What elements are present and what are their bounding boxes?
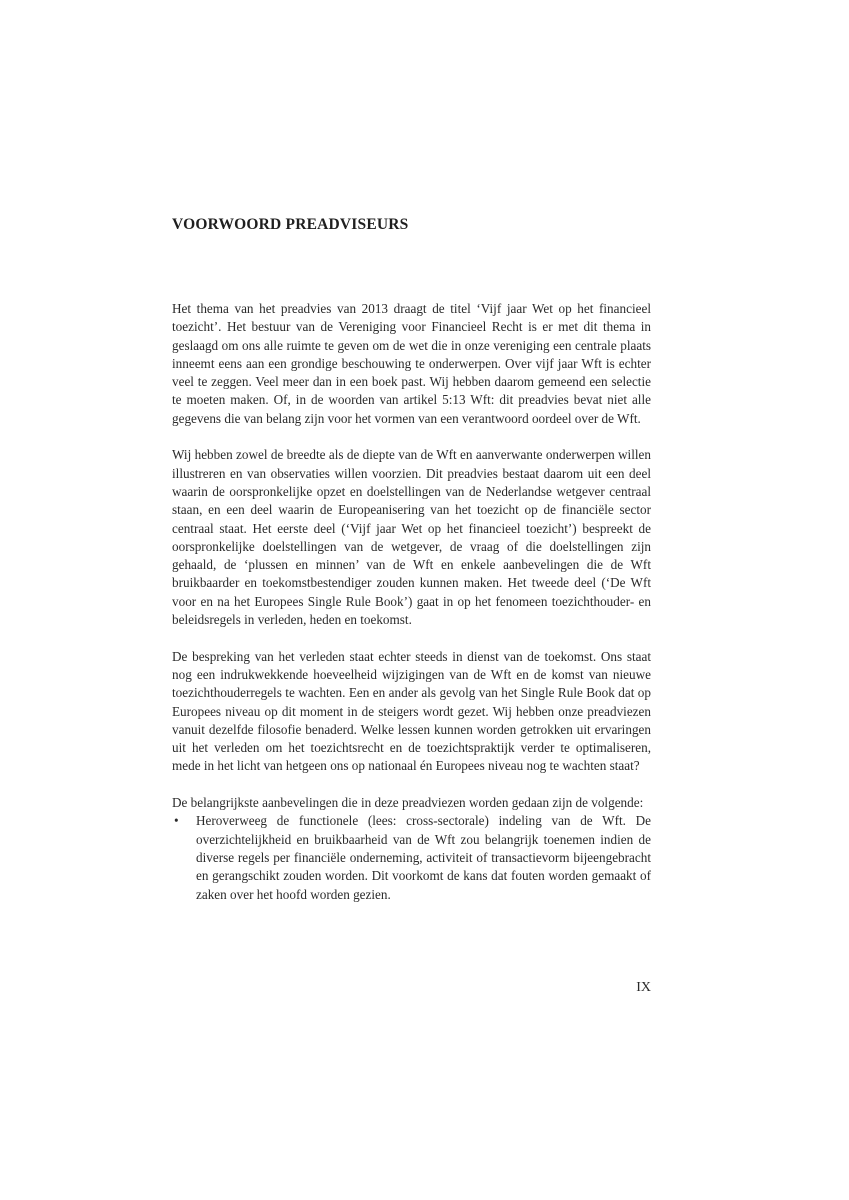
page-number: IX bbox=[636, 980, 651, 995]
page-title: VOORWOORD PREADVISEURS bbox=[172, 216, 409, 233]
paragraph-1: Het thema van het preadvies van 2013 draagt de titel ‘Vijf jaar Wet op het financieel toezicht’. Het bestuur van de Vereniging voor Financieel Recht is er met dit thema in geslaagd om ons alle ruimte te geven om de wet die in onze vereniging een centrale plaats inneemt eens aan een grondige beschouwing te onderwerpen. Over vijf jaar Wft is echter veel te zeggen. Veel meer dan in een boek past. Wij hebben daarom gemeend een selectie te moeten maken. Of, in de woorden van artikel 5:13 Wft: dit preadvies bevat niet alle gegevens die van belang zijn voor het vormen van een verantwoord oordeel over de Wft. bbox=[172, 301, 651, 426]
paragraph-4: De belangrijkste aanbevelingen die in deze preadviezen worden gedaan zijn de volgende: bbox=[172, 795, 644, 811]
paragraph-3: De bespreking van het verleden staat echter steeds in dienst van de toekomst. Ons staat nog een indrukwekkende hoeveelheid wijzigingen van de Wft en de komst van nieuwe toezichthouderregels te wachten. Een en ander als gevolg van het Single Rule Book dat op Europees niveau op dit moment in de steigers wordt gezet. Wij hebben onze preadviezen vanuit dezelfde filosofie benaderd. Welke lessen kunnen worden getrokken uit ervaringen uit het verleden om het toezichtsrecht en de toezichtspraktijk verder te optimaliseren, mede in het licht van hetgeen ons op nationaal én Europees niveau nog te wachten staat? bbox=[172, 648, 651, 774]
list-item-text: Heroverweeg de functionele (lees: cross-sectorale) indeling van de Wft. De overzichtelijkheid en bruikbaarheid van de Wft zou belangrijk toenemen indien de diverse regels per financiële onderneming, activiteit of transactievorm bijeengebracht en gerangschikt zouden worden. Dit voorkomt de kans dat fouten worden gemaakt of zaken over het hoofd worden gezien. bbox=[196, 813, 651, 902]
paragraph-2: Wij hebben zowel de breedte als de diepte van de Wft en aanverwante onderwerpen willen illustreren en van observaties willen voorzien. Dit preadvies bestaat daarom uit een deel waarin de oorspronkelijke opzet en doelstellingen van de Nederlandse wetgever centraal staan, en een deel waarin de Europeanisering van het toezicht op de financiële sector centraal staat. Het eerste deel (‘Vijf jaar Wet op het financieel toezicht’) bespreekt de oorspronkelijke doelstellingen van de wetgever, de vraag of die doelstellingen zijn gehaald, de ‘plussen en minnen’ van de Wft en enkele aanbevelingen die de Wft bruikbaarder en toekomstbestendiger zouden kunnen maken. Het tweede deel (‘De Wft voor en na het Europees Single Rule Book’) gaat in op het fenomeen toezichthouder- en beleidsregels in verleden, heden en toekomst. bbox=[172, 447, 651, 628]
body-text bbox=[172, 300, 651, 904]
bullet-icon: • bbox=[174, 813, 179, 829]
recommendation-list bbox=[172, 812, 651, 903]
list-item bbox=[172, 812, 651, 903]
